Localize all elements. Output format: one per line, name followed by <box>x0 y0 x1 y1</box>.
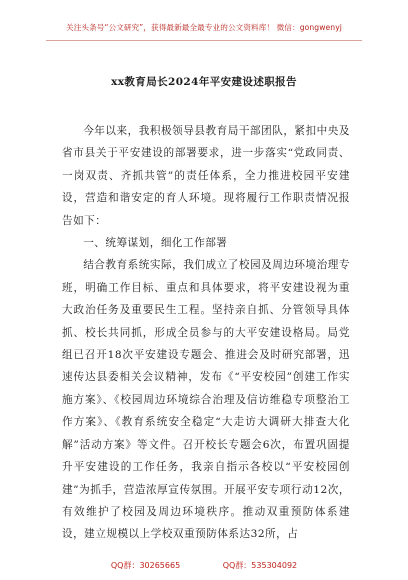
section-heading: 一、统筹谋划，细化工作部署 <box>83 237 228 250</box>
footer-qq-group-1: QQ群：30265665 <box>110 561 181 570</box>
body-paragraph: 结合教育系统实际，我们成立了校园及周边环境治理专班，明确工作目标、重点和具体要求，将平安建设视为重大政治任务及重要民生工程。坚持亲自抓、分管领导具体抓、校长共同抓，形成全员参与的大平安建设格局。局党组已召开18次平安建设专题会、推进会及时研究部署，迅速传达县委相关会议精神，发布《“平安校园”创建工作实施方案》、《校园周边环境综合治理及信访维稳专项整治工作方案》、《教育系统安全稳定“大走访大调研大排查大化解”活动方案》等文件。召开校长专题会6次，布置巩固提升平安建设的工作任务，我亲自指示各校以“平安校园创建”为抓手，营造浓厚宣传氛围。开展平安专项行动12次，有效维护了校园及周边环境秩序。推动双重预防体系建设，建立规模以上学校双重预防体系达32所，占 <box>62 259 350 541</box>
footer <box>0 560 408 571</box>
footer-qq-group-2: QQ群：535304092 <box>222 561 298 570</box>
intro-paragraph: 今年以来，我积极领导县教育局干部团队，紧扣中央及省市县关于平安建设的部署要求，进一步落实“党政同责、一岗双责、齐抓共管”的责任体系，全力推进校园平安建设，营造和谐安定的育人环境。现将履行工作职责情况报告如下： <box>62 125 350 227</box>
document-body <box>62 120 350 546</box>
header-divider <box>46 40 362 41</box>
document-title: xx教育局长2024年平安建设述职报告 <box>111 76 297 88</box>
header-banner: 关注头条号“公文研究”，获得最新最全最专业的公文资料库！ 微信：gongwenyj <box>66 23 342 32</box>
